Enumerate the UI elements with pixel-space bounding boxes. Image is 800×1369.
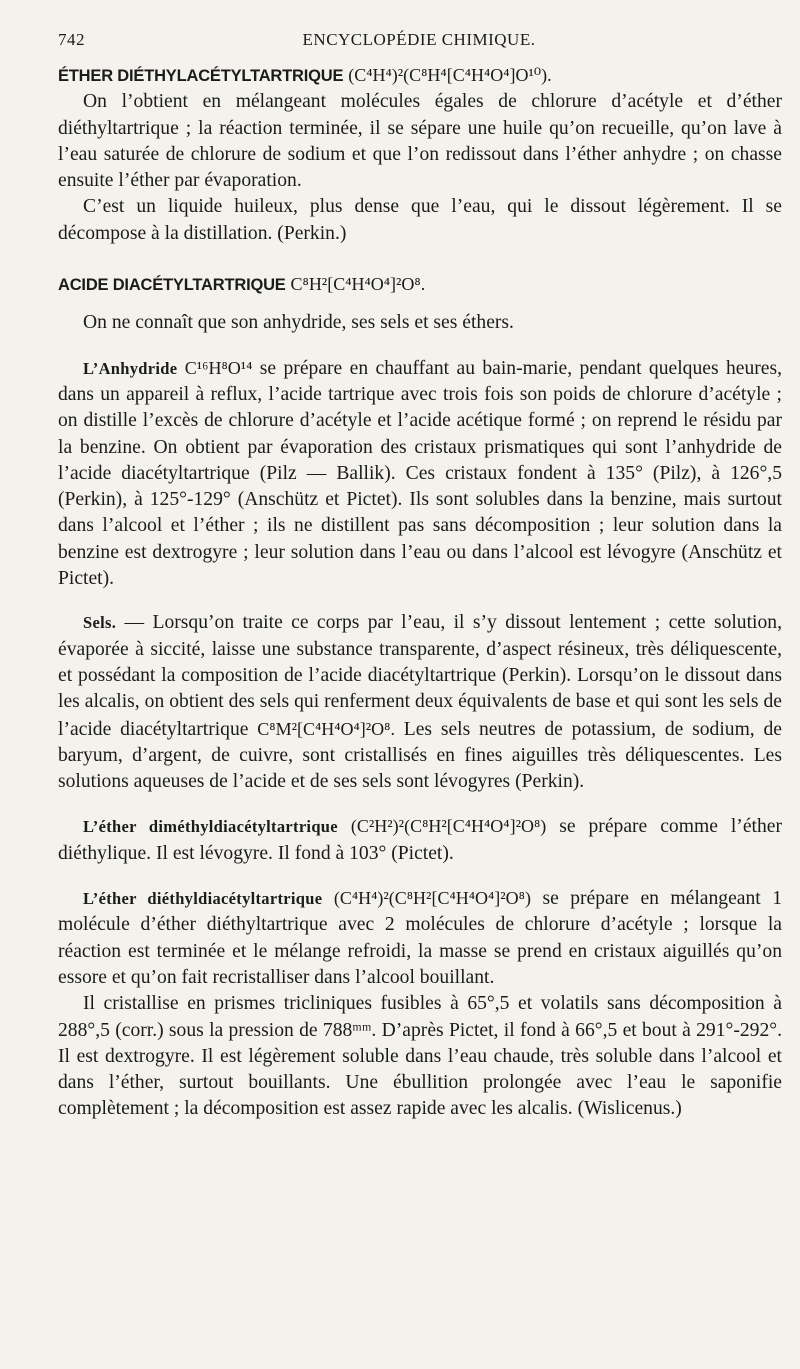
anhydride-text: se prépare en chauffant au bain-marie, pendant quelques heures, dans un appareil à reflux, l’acide tartrique avec trois fois son poids de chlorure d’acétyle ; on distille l’excès de chlorure d’acétyle et l’acide acétique formé ; on reprend le résidu par la benzine. On obtient par évaporation des cristaux prismatiques qui sont l’anhydride de l’acide diacétyltartrique (Pilz — Ballik). Ces cristaux fondent à 135° (Pilz), à 126°,5 (Perkin), à 125°-129° (Anschütz et Pictet). Ils sont solubles dans la benzine, mais surtout dans l’alcool et l’éther ; ils ne distillent pas sans décomposition ; leur solution dans la benzine est dextrogyre ; leur solution dans l’eau ou dans l’alcool est lévogyre (Anschütz et Pictet). <box>58 357 782 590</box>
paragraph: Il cristallise en prismes tricliniques fusibles à 65°,5 et volatils sans décomposition à 288°,5 (corr.) sous la pression de 788ᵐᵐ. D’après Pictet, il fond à 66°,5 et bout à 291°-292°. Il est dextrogyre. Il est légèrement soluble dans l’eau chaude, très soluble dans l’alcool et dans l’éther, surtout bouillants. Une ébullition prolongée avec l’eau le saponifie complètement ; la décomposition est assez rapide avec les alcalis. (Wislicenus.) <box>58 993 782 1120</box>
anhydride-lead: L’Anhydride <box>83 358 178 378</box>
sels-lead: Sels. <box>83 613 117 633</box>
sels-text-b: Les sels neutres de potassium, de sodium, de baryum, d’argent, de cuivre, sont cristallisés en fines aiguilles très déliquescentes. Les solutions aqueuses de l’acide et de ses sels sont lévogyres (Perkin). <box>58 718 782 793</box>
paragraph-dimethyl-ether <box>58 813 782 867</box>
paragraph-sels <box>58 610 782 795</box>
diethyl-formula: (C⁴H⁴)²(C⁸H²[C⁴H⁴O⁴]²O⁸) <box>333 888 531 909</box>
running-header <box>58 30 780 54</box>
page-number: 742 <box>58 30 85 49</box>
diethyl-lead: L’éther diéthyldiacétyltartrique <box>83 889 323 909</box>
sels-formula: C⁸M²[C⁴H⁴O⁴]²O⁸. <box>257 718 395 739</box>
anhydride-formula: C¹⁶H⁸O¹⁴ <box>184 357 253 378</box>
dimethyl-lead: L’éther diméthyldiacétyltartrique <box>83 817 338 837</box>
paragraph-diethyl-ether <box>58 885 782 991</box>
dimethyl-text: se prépare comme l’éther diéthylique. Il est lévogyre. Il fond à 103° (Pictet). <box>58 816 782 864</box>
section-title: ÉTHER DIÉTHYLACÉTYLTARTRIQUE <box>58 67 344 85</box>
paragraph: On ne connaît que son anhydride, ses sels et ses éthers. <box>83 312 514 334</box>
section-title: ACIDE DIACÉTYLTARTRIQUE <box>58 276 286 295</box>
dimethyl-formula: (C²H²)²(C⁸H²[C⁴H⁴O⁴]²O⁸) <box>350 816 547 837</box>
section-heading-acide-diacetyltartrique <box>58 271 782 298</box>
sels-text-a: — Lorsqu’on traite ce corps par l’eau, il s’y dissout lentement ; cette solution, évaporée à siccité, laisse une substance transparente, d’aspect résineux, très déliquescente, et possédant la composition de l’acide diacétyltartrique (Perkin). Lorsqu’on le dissout dans les alcalis, on obtient des sels qui renferment deux équivalents de base et qui sont les sels de l’acide diacétyltartrique <box>58 612 782 740</box>
diethyl-text: se prépare en mélangeant 1 molécule d’éther diéthyltartrique avec 2 molécules de chlorure d’acétyle ; lorsque la réaction est terminée et le mélange refroidi, la masse se prend en cristaux aiguillés qu’on essore et qu’on fait recristalliser dans l’alcool bouillant. <box>58 888 782 988</box>
paragraph: C’est un liquide huileux, plus dense que l’eau, qui le dissout légèrement. Il se décompose à la distillation. (Perkin.) <box>58 196 782 244</box>
section-formula: C⁸H²[C⁴H⁴O⁴]²O⁸. <box>290 274 426 295</box>
section-heading-ether-diethylacetyltartrique <box>58 62 782 89</box>
paragraph: On l’obtient en mélangeant molécules égales de chlorure d’acétyle et d’éther diéthyltartrique ; la réaction terminée, il se sépare une huile qu’on recueille, qu’on lave à l’eau saturée de chlorure de sodium et que l’on redissout dans l’éther anhydre ; on chasse ensuite l’éther par évaporation. <box>58 91 782 192</box>
section-formula: (C⁴H⁴)²(C⁸H⁴[C⁴H⁴O⁴]O¹⁰). <box>348 65 552 85</box>
page-body <box>58 62 782 1123</box>
running-title: ENCYCLOPÉDIE CHIMIQUE. <box>302 30 536 49</box>
paragraph-anhydride <box>58 355 782 593</box>
